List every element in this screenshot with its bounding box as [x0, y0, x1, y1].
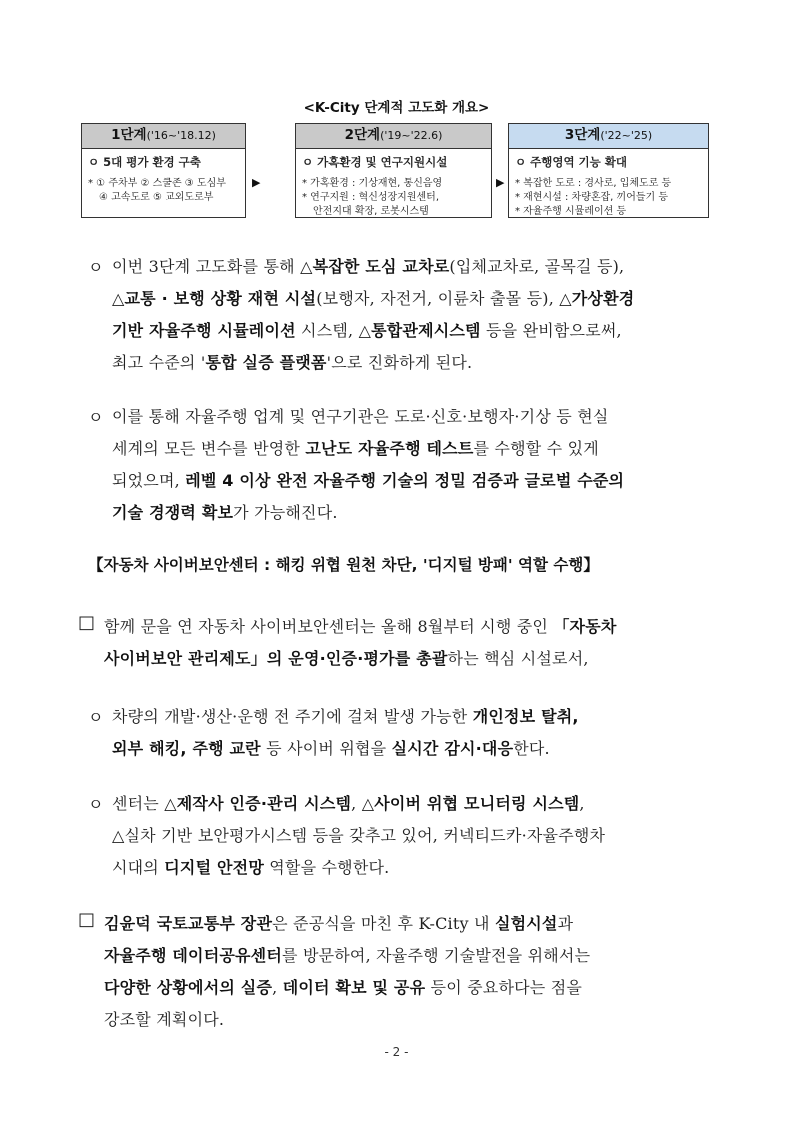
stage-1-header	[82, 124, 245, 149]
text-span: 를 방문하여, 자율주행 기술발전을 위해서는	[282, 946, 591, 965]
text-span: 이번 3단계 고도화를 통해 △	[112, 257, 313, 276]
text-span: ,	[579, 794, 585, 813]
stage-1-line: ④ 고속도로 ⑤ 교외도로부	[99, 192, 214, 203]
arrow-icon: ▶	[252, 176, 261, 189]
checkbox-square-icon: □	[78, 909, 96, 930]
text-span: 레벨 4 이상 완전 자율주행 기술의 정밀 검증과 글로벌 수준의	[185, 471, 625, 490]
text-span: △	[112, 289, 125, 308]
text-span: 한다.	[513, 739, 550, 758]
text-span: 사이버보안 관리제도」의 운영·인증·평가를 총괄	[104, 649, 448, 668]
stage-2-header	[296, 124, 491, 149]
text-span: 제작사 인증·관리 시스템	[176, 794, 352, 813]
text-span: 2단계	[344, 127, 381, 143]
text-span: 「자동차	[553, 617, 617, 636]
stage-1-box	[81, 123, 246, 218]
stage-2-subtitle: ㅇ 가혹환경 및 연구지원시설	[302, 155, 448, 169]
bullet-icon: ㅇ	[88, 258, 104, 277]
stage-1-line: * ① 주차부 ② 스쿨존 ③ 도심부	[88, 178, 226, 189]
text-span: 사이버 위협 모니터링 시스템	[374, 794, 580, 813]
text-span: ,	[272, 978, 283, 997]
text-span: 를 수행할 수 있게	[473, 439, 599, 458]
section-heading: 【자동차 사이버보안센터 : 해킹 위협 원천 차단, '디지털 방패' 역할 수행】	[88, 556, 599, 574]
checkbox-square-icon: □	[78, 612, 96, 633]
text-span: 되었으며,	[112, 471, 186, 490]
text-line	[104, 646, 589, 669]
text-span: 통합 실증 플랫폼	[205, 353, 327, 372]
text-span: 김윤덕 국토교통부 장관	[104, 914, 273, 933]
stage-1-subtitle: ㅇ 5대 평가 환경 구축	[88, 155, 201, 169]
text-span: 함께 문을 연 자동차 사이버보안센터는 올해 8월부터 시행 중인	[104, 617, 554, 636]
stage-2-line: * 가혹환경 : 기상재현, 통신음영	[302, 178, 443, 189]
text-span: '으로 진화하게 된다.	[326, 353, 473, 372]
text-line	[112, 436, 599, 459]
text-span: , △	[351, 794, 375, 813]
text-span: 과	[557, 914, 574, 933]
text-span: 등을 완비함으로써,	[480, 321, 622, 340]
text-span: 최고 수준의 '	[112, 353, 206, 372]
stage-2-line: * 연구지원 : 혁신성장지원센터,	[302, 192, 440, 203]
table-title: <K-City 단계적 고도화 개요>	[303, 100, 490, 116]
text-span: 1단계	[111, 127, 147, 143]
text-span: 은 준공식을 마친 후 K-City 내	[272, 914, 495, 933]
text-span: 통합관제시스템	[371, 321, 481, 340]
text-line	[112, 500, 338, 523]
text-span: 디지털 안전망	[164, 858, 264, 877]
stage-2-line: 안전지대 확장, 로봇시스템	[313, 206, 429, 217]
bullet-icon: ㅇ	[88, 795, 104, 814]
text-span: 자율주행 데이터공유센터	[104, 946, 282, 965]
text-span: 등이 중요하다는 점을	[425, 978, 583, 997]
stage-3-line: * 복잡한 도로 : 경사로, 입체도로 등	[515, 178, 672, 189]
text-line	[112, 704, 579, 727]
text-line	[104, 943, 590, 966]
text-line	[112, 736, 550, 759]
text-span: △실차 기반 보안평가시스템 등을 갖추고 있어, 커넥티드카·자율주행차	[112, 826, 606, 845]
text-span: ('22~'25)	[600, 129, 653, 142]
arrow-icon: ▶	[496, 176, 505, 189]
text-span: 교통 · 보행 상황 재현 시설	[124, 289, 317, 308]
text-span: 하는 핵심 시설로서,	[447, 649, 589, 668]
text-line	[112, 318, 622, 341]
text-span: 기반 자율주행 시뮬레이션	[112, 321, 296, 340]
text-span: 복잡한 도심 교차로	[312, 257, 450, 276]
text-line	[104, 911, 573, 934]
text-span: 다양한 상황에서의 실증	[104, 978, 273, 997]
text-span: 시대의	[112, 858, 165, 877]
stage-3-line: * 자율주행 시뮬레이션 등	[515, 206, 627, 217]
text-span: 실험시설	[494, 914, 558, 933]
stage-3-header	[509, 124, 708, 149]
text-line	[112, 350, 472, 373]
stage-3-line: * 재현시설 : 차량혼잡, 끼어들기 등	[515, 192, 669, 203]
text-line	[104, 975, 582, 998]
text-span: 이를 통해 자율주행 업계 및 연구기관은 도로·신호·보행자·기상 등 현실	[112, 407, 609, 426]
stage-2-box	[295, 123, 492, 218]
text-span: 가상환경	[571, 289, 635, 308]
bullet-icon: ㅇ	[88, 708, 104, 727]
text-span: (입체교차로, 골목길 등),	[449, 257, 625, 276]
text-span: 데이터 확보 및 공유	[282, 978, 426, 997]
stage-3-subtitle: ㅇ 주행영역 기능 확대	[515, 155, 627, 169]
text-span: 역할을 수행한다.	[263, 858, 390, 877]
text-span: 차량의 개발·생산·운행 전 주기에 걸쳐 발생 가능한	[112, 707, 473, 726]
bullet-icon: ㅇ	[88, 408, 104, 427]
stage-3-box	[508, 123, 709, 218]
text-line	[112, 254, 624, 277]
page-number: - 2 -	[384, 1045, 409, 1059]
text-span: 고난도 자율주행 테스트	[305, 439, 474, 458]
text-span: ('16~'18.12)	[146, 129, 216, 142]
text-line	[112, 468, 624, 491]
text-span: 등 사이버 위협을	[260, 739, 392, 758]
text-span: 가 가능해진다.	[233, 503, 338, 522]
text-line	[112, 855, 389, 878]
text-line	[112, 286, 634, 309]
text-span: 강조할 계획이다.	[104, 1010, 225, 1029]
text-line	[104, 614, 617, 637]
text-span: (보행자, 자전거, 이륜차 출몰 등), △	[316, 289, 572, 308]
text-span: 시스템, △	[295, 321, 372, 340]
text-line	[112, 791, 585, 814]
text-span: 개인정보 탈취,	[472, 707, 579, 726]
text-span: 기술 경쟁력 확보	[112, 503, 234, 522]
text-span: 세계의 모든 변수를 반영한	[112, 439, 306, 458]
text-span: 외부 해킹, 주행 교란	[112, 739, 261, 758]
text-span: ('19~'22.6)	[380, 129, 443, 142]
text-span: 센터는 △	[112, 794, 177, 813]
text-span: 실시간 감시·대응	[391, 739, 514, 758]
text-span: 3단계	[564, 127, 601, 143]
